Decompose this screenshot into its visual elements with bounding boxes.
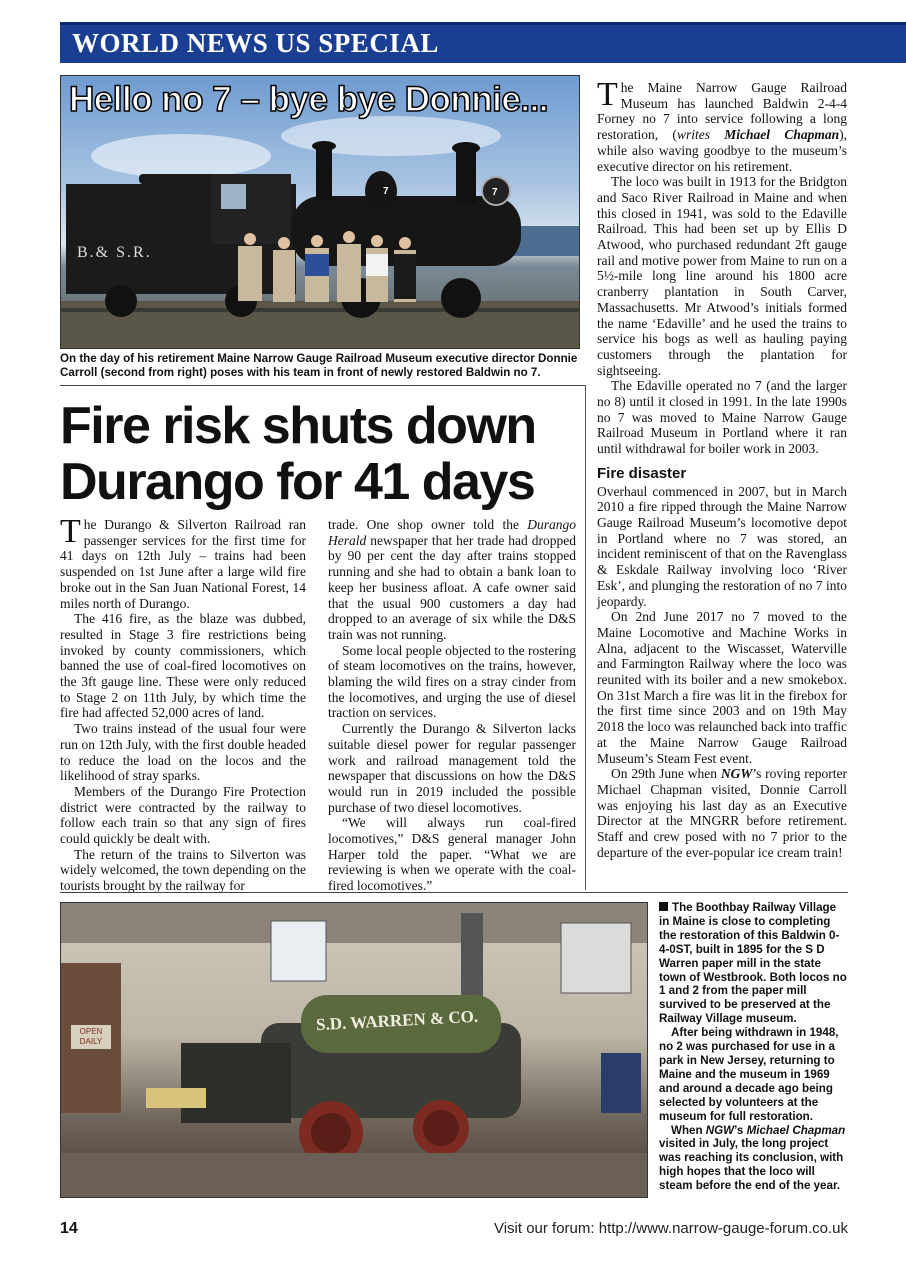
headline: Fire risk shuts down Durango for 41 days [60, 397, 536, 511]
svg-text:7: 7 [492, 187, 498, 198]
paragraph-text: he Durango & Silverton Railroad ran passenger services for the first time for 41 days on 12th July – trains had been suspended on 1st June after a large wild fire broke out in the San Juan National Forest, 14 miles north of Durango. [60, 517, 306, 611]
magazine-name: NGW [705, 1123, 735, 1137]
page-number: 14 [60, 1220, 78, 1237]
magazine-name: NGW [720, 766, 753, 782]
subheading: Fire disaster [597, 464, 687, 482]
paragraph: Currently the Durango & Silverton lacks suitable diesel power for regular passenger work and railroad management told the newspaper that discussions on how the D&S would run in 2019 included the possible purchase of two diesel locomotives. [328, 721, 576, 815]
tank-lettering: S.D. WARREN & CO. [315, 1006, 479, 1035]
drop-cap: T [597, 76, 618, 113]
divider [60, 385, 585, 386]
paragraph-text: newspaper that her trade had dropped by 90 per cent the day after trains stopped running and she had to obtain a bank loan to keep her business afloat. A cafe owner said that the usual 900 customers a day had dropped to an average of six while the D&S train was not running. [328, 532, 576, 642]
paragraph: Overhaul commenced in 2007, but in March 2010 a fire ripped through the Maine Narrow Gauge Railroad Museum’s locomotive depot in Portland where no 7 was stored, an incident reminiscent of that on the Ravenglass & Eskdale Railway involving loco ‘River Esk’, and plunging the restoration of no 7 into jeopardy. [597, 483, 847, 609]
paragraph: Two trains instead of the usual four were run on 12th July, with the first double headed to reduce the load on the locos and the likelihood of stray sparks. [60, 721, 306, 784]
paragraph: Members of the Durango Fire Protection district were contracted by the railway to follow each train so that any sign of fires could quickly be dealt with. [60, 783, 306, 847]
paragraph: The return of the trains to Silverton was widely welcomed, the town depending on the tourists brought by the railway for [60, 846, 306, 894]
paragraph-text: On 29th June when [611, 766, 721, 782]
paragraph-text: ), while also waving goodbye to the museum’s executive director on his retirement. [597, 127, 847, 174]
caption-paragraph [659, 1124, 849, 1194]
photo-caption: On the day of his retirement Maine Narrow Gauge Railroad Museum executive director Donnie Carroll (second from right) poses with his team in front of newly restored Baldwin no 7. [60, 352, 578, 379]
locomotive-photo [60, 75, 580, 349]
svg-text:7: 7 [383, 186, 389, 197]
paragraph: The Edaville operated no 7 (and the larger no 8) until it closed in 1991. In the late 1990s no 7 was moved to Maine Narrow Gauge Railroad Museum in Portland where it ran until withdrawal for boiler work in 2003. [597, 378, 847, 457]
durango-column-2 [328, 517, 576, 894]
paragraph-text: trade. One shop owner told the [328, 517, 528, 532]
paragraph [597, 76, 847, 174]
paragraph: The loco was built in 1913 for the Bridgton and Saco River Railroad in Maine and when this closed in 1941, was sold to the Edaville Railroad. This had been set up by Ellis D Atwood, who purchased redundant 2ft gauge rail and motive power from Maine to run on a 5½-mile long line around his 1800 acre cranberry plantation in South Carver, Massachusetts. Mr Atwood’s initials formed the name ‘Edaville’ and he used the trains to service his bogs as well as hauling paying customers through the plantation for sightseeing. [597, 174, 847, 378]
newspaper-name: Durango Herald [328, 517, 576, 548]
loco-lettering: B.& S.R. [77, 244, 152, 261]
caption-text: The Boothbay Railway Village in Maine is close to completing the restoration of this Baldwin 0-4-0ST, built in 1895 for the S D Warren paper mill in the state town of Westbrook. Both locos no 1 and 2 from the paper mill survived to be preserved at the Railway Village museum. [659, 901, 847, 1026]
durango-column-1 [60, 513, 306, 894]
byline-author: Michael Chapman [724, 127, 840, 143]
column-rule [585, 385, 586, 890]
caption-text: When [671, 1123, 706, 1137]
workshop-photo [60, 902, 648, 1198]
workshop-caption [659, 901, 849, 1193]
forum-link[interactable]: Visit our forum: http://www.narrow-gauge-forum.co.uk [493, 1220, 848, 1237]
maine-column [597, 76, 847, 860]
workshop-illustration [61, 903, 647, 1197]
drop-cap: T [60, 513, 81, 550]
paragraph: The 416 fire, as the blaze was dubbed, resulted in Stage 3 fire restrictions being invoked by county commissioners, which banned the use of coal-fired locomotives on the 3ft gauge line. These were only reduced to Stage 2 on 11th July, by which time the fire had affected 52,000 acres of land. [60, 611, 306, 721]
paragraph [60, 513, 306, 611]
caption-text: ’s [734, 1123, 747, 1137]
section-banner [60, 22, 906, 63]
byline-writes: writes [676, 127, 710, 143]
photo-title: Hello no 7 – bye bye Donnie... [69, 80, 548, 119]
paragraph: Some local people objected to the rostering of steam locomotives on the trains, however, blaming the wild fires on a stray cinder from the locomotives, and urging the use of diesel traction on services. [328, 642, 576, 721]
paragraph-text: ’s roving reporter Michael Chapman visited, Donnie Carroll was enjoying his last day as an Executive Director at the MNGRR before retirement. Staff and crew posed with no 7 prior to the departure of the ever-popular ice cream train! [597, 766, 847, 860]
paragraph [597, 766, 847, 860]
paragraph-text: he Maine Narrow Gauge Railroad Museum has launched Baldwin 2-4-4 Forney no 7 into service following a long restoration, ( [597, 80, 847, 143]
caption-text: visited in July, the long project was reaching its conclusion, with high hopes that the loco will steam before the end of the year. [659, 1137, 844, 1193]
paragraph: “We will always run coal-fired locomotives,” D&S general manager John Harper told the paper. “What we are reviewing is when we operate with the coal-fired locomotives.” [328, 815, 576, 894]
bullet-square-icon [659, 902, 668, 911]
banner-title: WORLD NEWS US SPECIAL [72, 28, 439, 58]
open-daily-sign: OPEN DAILY [79, 1027, 103, 1046]
caption-paragraph [659, 901, 849, 1026]
divider [60, 892, 848, 893]
author-name: Michael Chapman [746, 1123, 846, 1137]
paragraph [328, 517, 576, 643]
paragraph: On 2nd June 2017 no 7 moved to the Maine Locomotive and Machine Works in Alna, adjacent to the Wiscasset, Waterville and Farmington Railway where the loco was reunited with its boiler and a new smokebox. On 31st March a fire was lit in the firebox for the first time since 2003 and on 19th May 2018 the loco was relaunched back into traffic at the Maine Narrow Gauge Railroad Museum’s Steam Fest event. [597, 609, 847, 766]
caption-paragraph: After being withdrawn in 1948, no 2 was purchased for use in a park in New Jersey, returning to Maine and the museum in 1969 and around a decade ago being selected by volunteers at the museum for full restoration. [659, 1026, 839, 1123]
